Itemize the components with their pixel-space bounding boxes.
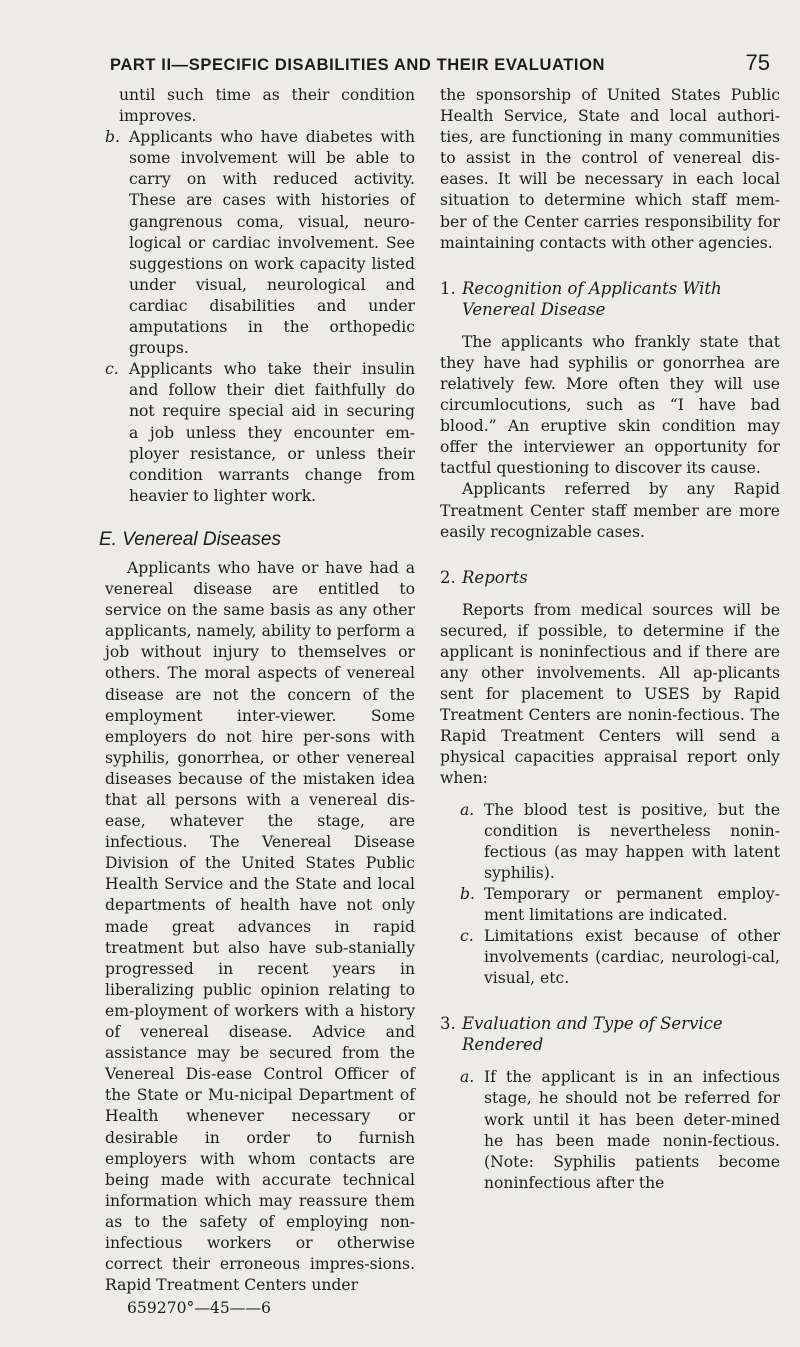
running-title: PART II—SPECIFIC DISABILITIES AND THEIR EVALUATION bbox=[110, 56, 606, 74]
section-heading: E. Venereal Diseases bbox=[99, 528, 282, 550]
list-item bbox=[440, 884, 780, 926]
subsection-number: 2. bbox=[440, 567, 456, 587]
continuation-text: until such time as their condition improves. bbox=[119, 86, 415, 126]
body-paragraph: Reports from medical sources will be secured, if possible, to determine if the applicant is noninfectious and if there are any other involvements. All ap-plicants sent for placement to USES by Rapid Treatment Centers are nonin-fectious. The Rapid Treatment Centers will send a physical capacities appraisal report only when: bbox=[440, 600, 780, 788]
subsection-heading bbox=[440, 567, 780, 588]
list-item bbox=[105, 127, 415, 359]
continuation-text: the sponsorship of United States Public Health Service, State and local authori-ties, are functioning in many communities to assist in the control of venereal dis-eases. It will be necessary in each local situation to determine which staff mem-ber of the Center carries responsibility for maintaining contacts with other agencies. bbox=[440, 86, 780, 252]
subsection-heading bbox=[440, 1013, 780, 1055]
list-text: Temporary or permanent employ-ment limitations are indicated. bbox=[484, 884, 780, 924]
page-header bbox=[110, 50, 770, 76]
left-column bbox=[99, 85, 415, 1319]
list-text: The blood test is positive, but the condition is nevertheless nonin-fectious (as may happen with latent syphilis). bbox=[484, 800, 780, 882]
list-marker: a. bbox=[460, 1068, 475, 1087]
footer-code: 659270°—45——6 bbox=[127, 1299, 271, 1318]
right-column bbox=[440, 85, 780, 1194]
subsection-heading bbox=[440, 278, 780, 320]
list-item bbox=[105, 359, 415, 507]
list-item bbox=[440, 800, 780, 884]
list-marker: b. bbox=[460, 884, 475, 903]
list-text: Applicants who have diabetes with some involvement will be able to carry on with reduced activity. These are cases with histories of gangrenous coma, visual, neuro-logical or cardiac involvement. See suggestions on work capacity listed under visual, neurological and cardiac disabilities and under amputations in the orthopedic groups. bbox=[129, 128, 415, 358]
list-text: Limitations exist because of other involvements (cardiac, neurologi-cal, visual, etc. bbox=[484, 927, 780, 988]
list-text: If the applicant is in an infectious stage, he should not be referred for work until it has been deter-mined he has been made nonin-fectious. (Note: Syphilis patients become noninfectious after the bbox=[484, 1068, 780, 1192]
list-item bbox=[440, 1067, 780, 1194]
body-paragraph: Applicants referred by any Rapid Treatment Center staff member are more easily recognizable cases. bbox=[440, 480, 780, 541]
list-marker: c. bbox=[105, 360, 119, 379]
body-paragraph: The applicants who frankly state that they have had syphilis or gonorrhea are relatively few. More often they will use circumlocutions, such as “I have bad blood.” An eruptive skin condition may offer the interviewer an opportunity for tactful questioning to discover its cause. bbox=[440, 332, 780, 478]
subsection-number: 3. bbox=[440, 1014, 456, 1034]
subsection-title: Recognition of Applicants With Venereal Disease bbox=[462, 278, 722, 319]
body-paragraph: Applicants who have or have had a venereal disease are entitled to service on the same basis as any other applicants, namely, ability to perform a job without injury to themselves or others. The moral aspects of venereal disease are not the concern of the employment inter-viewer. Some employers do not hire per-sons with syphilis, gonorrhea, or other venereal diseases because of the mistaken idea that all persons with a venereal dis-ease, whatever the stage, are infectious. The Venereal Disease Division of the United States Public Health Service and the State and local departments of health have not only made great advances in rapid treatment but also have sub-stanially progressed in recent years in liberalizing public opinion relating to em-ployment of workers with a history of venereal disease. Advice and assistance may be secured from the Venereal Dis-ease Control Officer of the State or Mu-nicipal Department of Health whenever necessary or desirable in order to furnish employers with whom contacts are being made with accurate technical information which may reassure them as to the safety of employing non-infectious workers or otherwise correct their erroneous impres-sions. Rapid Treatment Centers under bbox=[105, 558, 415, 1295]
page-number: 75 bbox=[745, 50, 770, 75]
list-text: Applicants who take their insulin and follow their diet faithfully do not require special aid in securing a job unless they encounter em-ployer resistance, or unless their condition warrants change from heavier to lighter work. bbox=[129, 360, 415, 505]
list-marker: a. bbox=[460, 800, 475, 819]
subsection-title: Evaluation and Type of Service Rendered bbox=[462, 1014, 723, 1055]
subsection-number: 1. bbox=[440, 278, 456, 298]
list-marker: b. bbox=[105, 128, 120, 147]
subsection-title: Reports bbox=[462, 567, 528, 587]
list-marker: c. bbox=[460, 927, 474, 946]
list-item bbox=[440, 926, 780, 989]
